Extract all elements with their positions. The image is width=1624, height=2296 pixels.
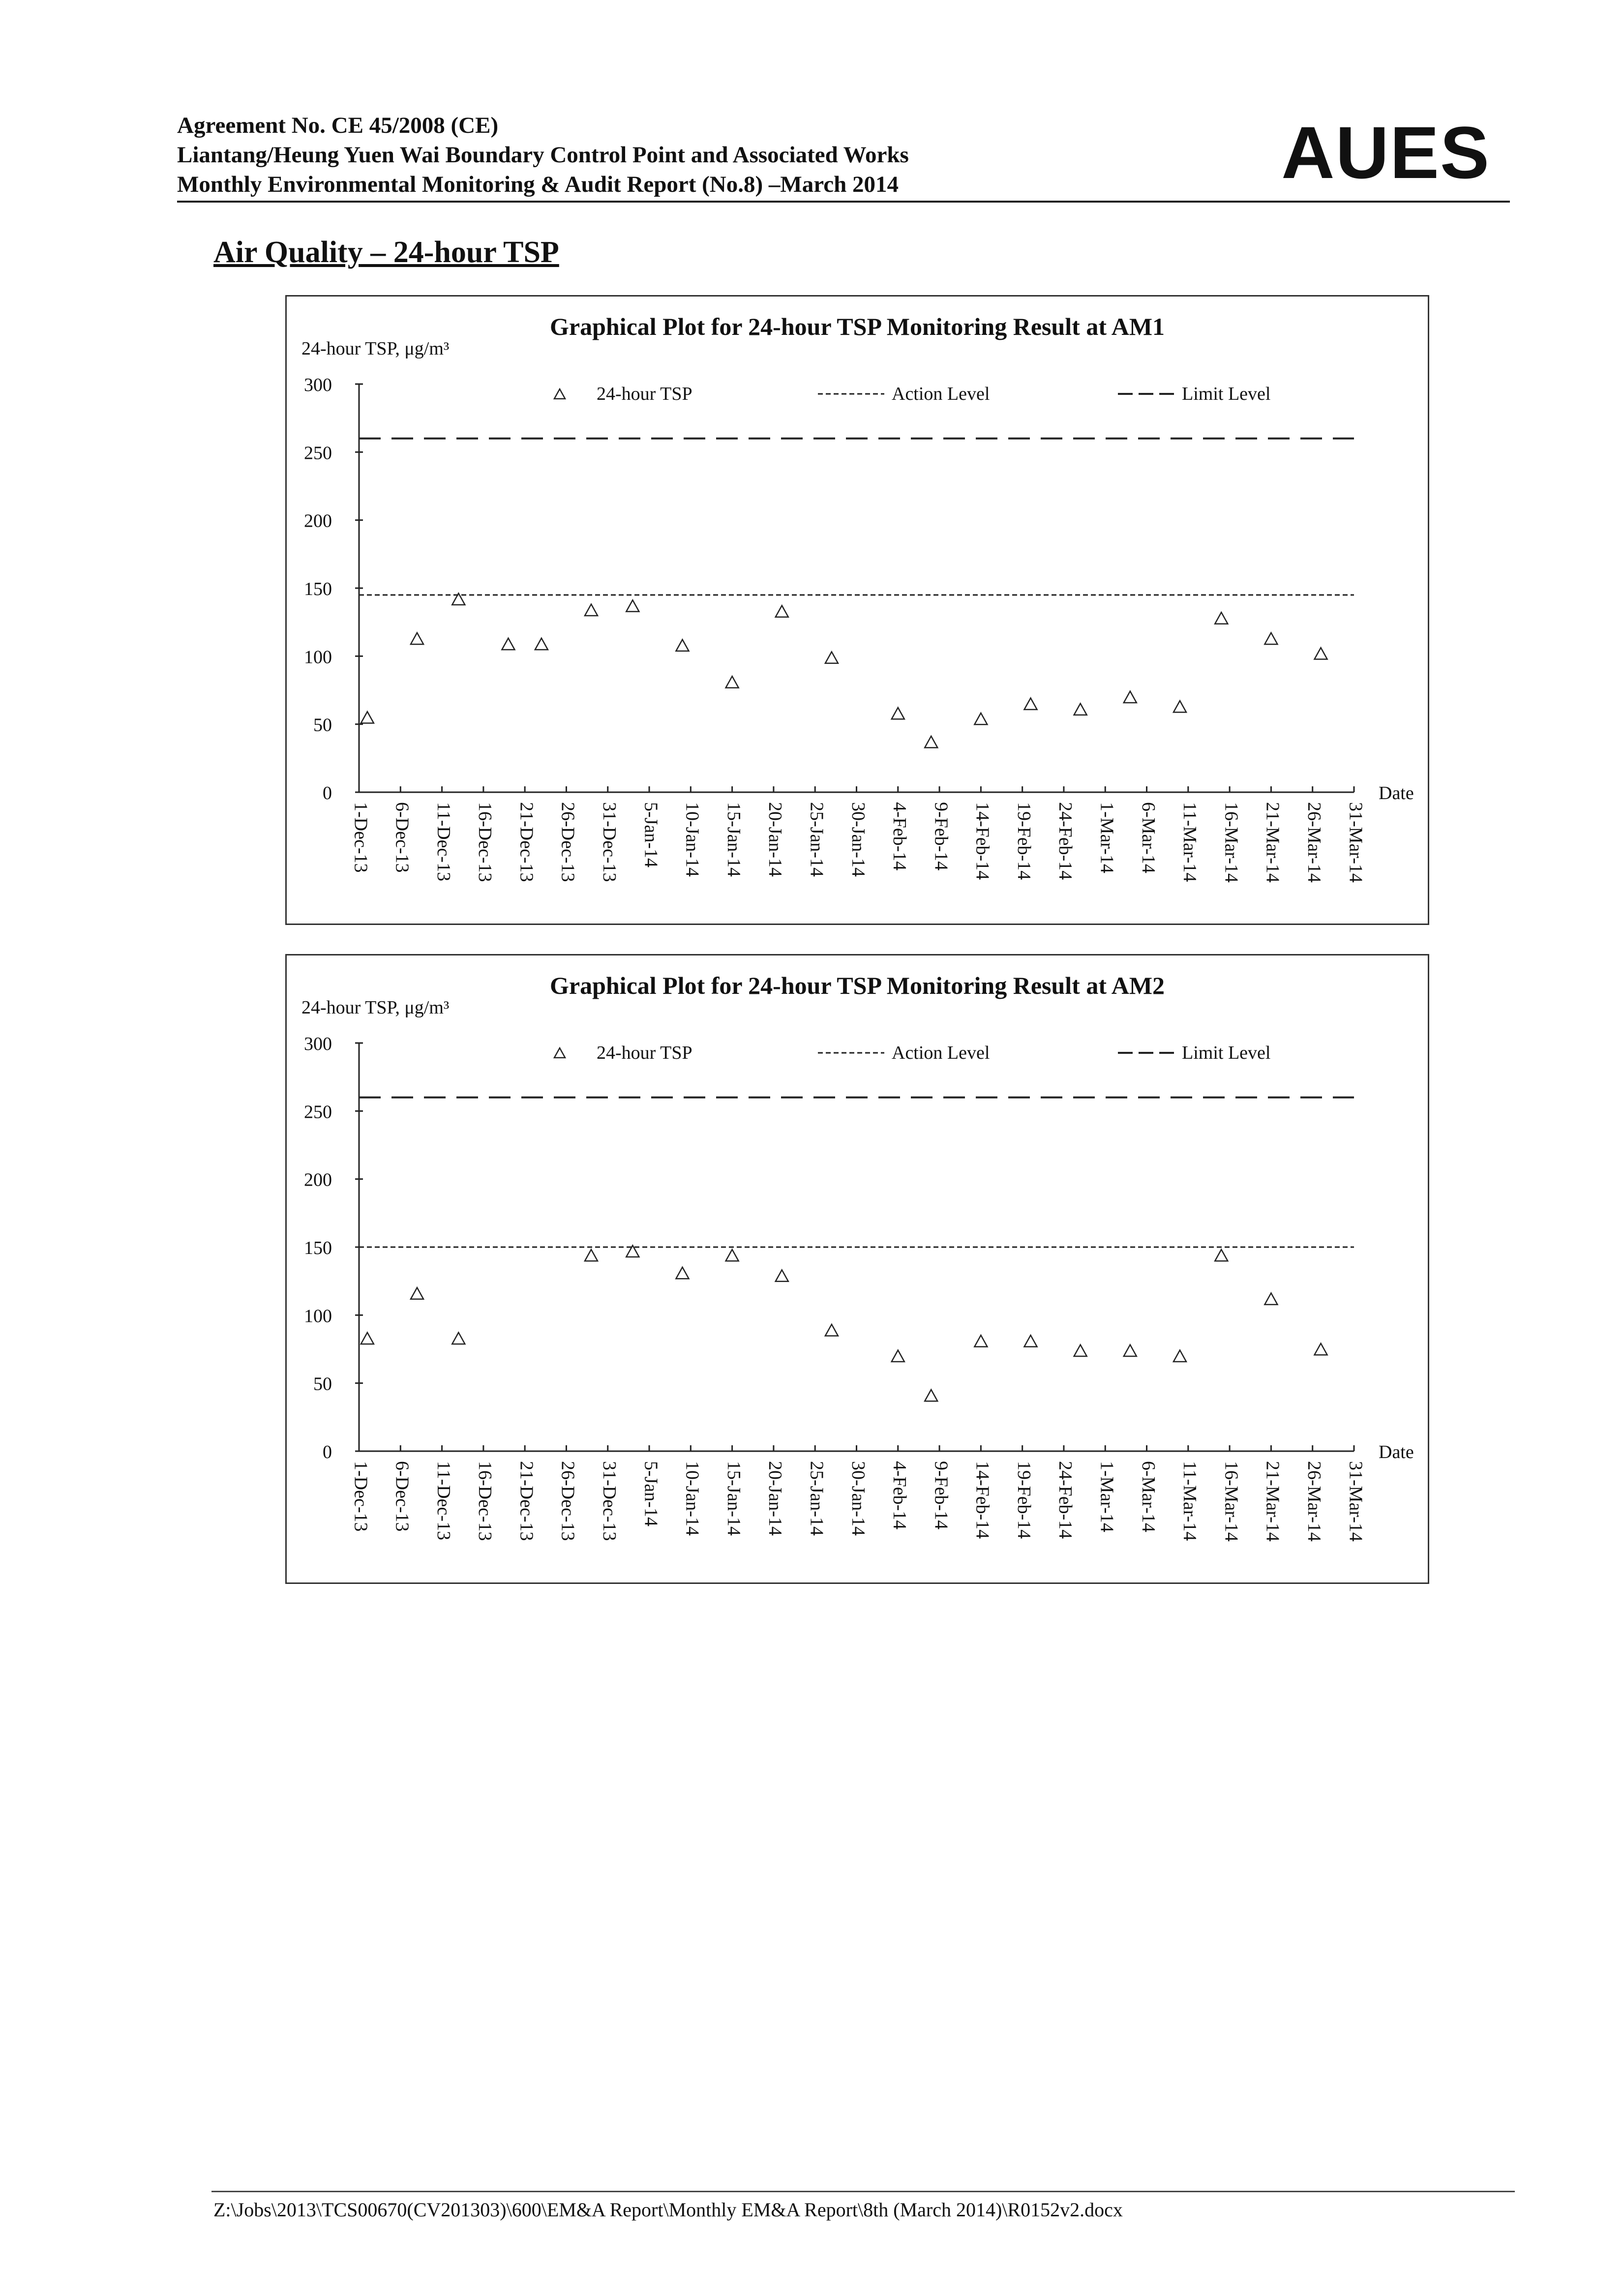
- data-point-triangle: [726, 676, 739, 687]
- x-tick-label: 1-Mar-14: [1096, 802, 1117, 873]
- y-tick-label: 0: [323, 1442, 332, 1462]
- data-point-triangle: [776, 1270, 788, 1281]
- data-point-triangle: [925, 736, 937, 747]
- x-tick-label: 16-Dec-13: [475, 1461, 496, 1541]
- x-tick-label: 6-Dec-13: [391, 802, 413, 873]
- data-point-triangle: [1124, 691, 1137, 703]
- chart-am1-svg: [287, 297, 1428, 924]
- x-tick-label: 26-Dec-13: [557, 1461, 578, 1541]
- x-tick-label: 1-Dec-13: [350, 802, 371, 873]
- data-point-triangle: [776, 605, 788, 617]
- chart-am2-svg: [287, 955, 1428, 1582]
- data-point-triangle: [974, 713, 987, 724]
- x-tick-label: 15-Jan-14: [723, 1461, 744, 1536]
- chart-title: Graphical Plot for 24-hour TSP Monitoring Result at AM2: [549, 972, 1165, 999]
- file-path-footer: Z:\Jobs\2013\TCS00670(CV201303)\600\EM&A Report\Monthly EM&A Report\8th (March 2014)\R0152v2.docx: [213, 2199, 1123, 2221]
- data-point-triangle: [974, 1335, 987, 1346]
- x-tick-label: 30-Jan-14: [847, 1461, 869, 1536]
- data-point-triangle: [361, 712, 374, 723]
- x-tick-label: 26-Mar-14: [1303, 802, 1324, 883]
- x-tick-label: 6-Dec-13: [391, 1461, 413, 1532]
- data-point-triangle: [1074, 1345, 1087, 1356]
- x-tick-label: 20-Jan-14: [765, 1461, 786, 1536]
- x-tick-label: 1-Dec-13: [350, 1461, 371, 1532]
- data-point-triangle: [1173, 701, 1186, 712]
- x-tick-label: 11-Mar-14: [1179, 1461, 1201, 1541]
- x-tick-label: 5-Jan-14: [640, 1461, 662, 1526]
- x-tick-label: 14-Feb-14: [972, 802, 993, 880]
- x-tick-label: 16-Mar-14: [1221, 1461, 1242, 1542]
- y-tick-label: 200: [304, 510, 332, 532]
- data-point-triangle: [1024, 1335, 1037, 1346]
- x-tick-label: 21-Mar-14: [1262, 802, 1283, 883]
- x-tick-label: 5-Jan-14: [640, 802, 662, 867]
- x-tick-label: 6-Mar-14: [1138, 802, 1159, 873]
- x-tick-label: 1-Mar-14: [1096, 1461, 1117, 1532]
- x-tick-label: 11-Dec-13: [433, 1461, 454, 1541]
- data-point-triangle: [502, 638, 514, 650]
- x-tick-label: 26-Mar-14: [1303, 1461, 1324, 1542]
- x-tick-label: 30-Jan-14: [847, 802, 869, 877]
- x-tick-label: 24-Feb-14: [1055, 802, 1076, 880]
- report-line: Monthly Environmental Monitoring & Audit Report (No.8) –March 2014: [177, 172, 899, 197]
- y-tick-label: 300: [304, 375, 332, 395]
- data-point-triangle: [825, 1324, 838, 1336]
- data-point-triangle: [726, 1250, 739, 1261]
- x-tick-label: 15-Jan-14: [723, 802, 744, 877]
- x-tick-label: 4-Feb-14: [889, 1461, 910, 1530]
- y-tick-label: 300: [304, 1034, 332, 1054]
- y-tick-label: 100: [304, 1306, 332, 1327]
- x-tick-label: 19-Feb-14: [1013, 1461, 1034, 1539]
- data-point-triangle: [1173, 1350, 1186, 1362]
- y-tick-label: 150: [304, 579, 332, 599]
- y-tick-label: 250: [304, 1102, 332, 1123]
- data-point-triangle: [411, 633, 423, 644]
- x-tick-label: 21-Mar-14: [1262, 1461, 1283, 1542]
- y-axis-label: 24-hour TSP, μg/m³: [301, 997, 450, 1018]
- data-point-triangle: [1264, 1293, 1277, 1304]
- x-tick-label: 16-Dec-13: [475, 802, 496, 882]
- data-point-triangle: [1215, 612, 1228, 624]
- x-tick-label: 11-Dec-13: [433, 802, 454, 882]
- x-tick-label: 25-Jan-14: [806, 1461, 827, 1536]
- x-axis-label: Date: [1379, 783, 1414, 804]
- x-tick-label: 31-Mar-14: [1345, 1461, 1366, 1542]
- x-tick-label: 4-Feb-14: [889, 802, 910, 871]
- data-point-triangle: [585, 604, 598, 616]
- x-tick-label: 31-Mar-14: [1345, 802, 1366, 883]
- data-point-triangle: [892, 708, 904, 719]
- y-tick-label: 150: [304, 1238, 332, 1258]
- data-point-triangle: [1315, 648, 1327, 659]
- chart-am2: [285, 954, 1429, 1584]
- legend-label-action: Action Level: [892, 384, 990, 404]
- data-point-triangle: [1024, 698, 1037, 709]
- legend-label-limit: Limit Level: [1182, 384, 1271, 404]
- y-tick-label: 0: [323, 783, 332, 804]
- x-tick-label: 20-Jan-14: [765, 802, 786, 877]
- data-point-triangle: [925, 1390, 937, 1401]
- data-point-triangle: [535, 638, 548, 650]
- x-tick-label: 31-Dec-13: [599, 1461, 620, 1541]
- data-point-triangle: [1124, 1345, 1137, 1356]
- data-point-triangle: [585, 1250, 598, 1261]
- data-point-triangle: [676, 1267, 689, 1279]
- data-point-triangle: [452, 1333, 465, 1344]
- chart-am1: [285, 295, 1429, 925]
- x-tick-label: 26-Dec-13: [557, 802, 578, 882]
- company-logo: AUES: [1281, 111, 1490, 194]
- y-tick-label: 50: [313, 715, 332, 736]
- legend-label-limit: Limit Level: [1182, 1043, 1271, 1063]
- header-rule: [177, 201, 1510, 203]
- y-axis-label: 24-hour TSP, μg/m³: [301, 338, 450, 359]
- y-tick-label: 100: [304, 647, 332, 668]
- legend-marker-tsp: [554, 1048, 565, 1058]
- x-tick-label: 9-Feb-14: [931, 802, 952, 871]
- x-tick-label: 10-Jan-14: [682, 802, 703, 877]
- data-point-triangle: [892, 1350, 904, 1362]
- data-point-triangle: [361, 1333, 374, 1344]
- x-tick-label: 21-Dec-13: [516, 802, 537, 882]
- legend-label-tsp: 24-hour TSP: [597, 384, 692, 404]
- x-tick-label: 31-Dec-13: [599, 802, 620, 882]
- data-point-triangle: [1264, 633, 1277, 644]
- agreement-line: Agreement No. CE 45/2008 (CE): [177, 113, 499, 138]
- y-tick-label: 50: [313, 1373, 332, 1395]
- legend-marker-tsp: [554, 389, 565, 399]
- report-header: [177, 111, 1510, 199]
- data-point-triangle: [1215, 1250, 1228, 1261]
- x-axis-label: Date: [1379, 1442, 1414, 1462]
- chart-title: Graphical Plot for 24-hour TSP Monitoring Result at AM1: [549, 313, 1165, 340]
- x-tick-label: 24-Feb-14: [1055, 1461, 1076, 1539]
- x-tick-label: 16-Mar-14: [1221, 802, 1242, 883]
- x-tick-label: 11-Mar-14: [1179, 802, 1201, 882]
- legend-label-tsp: 24-hour TSP: [597, 1043, 692, 1063]
- x-tick-label: 9-Feb-14: [931, 1461, 952, 1530]
- y-tick-label: 200: [304, 1169, 332, 1191]
- project-line: Liantang/Heung Yuen Wai Boundary Control Point and Associated Works: [177, 142, 909, 168]
- x-tick-label: 14-Feb-14: [972, 1461, 993, 1539]
- x-tick-label: 21-Dec-13: [516, 1461, 537, 1541]
- y-tick-label: 250: [304, 443, 332, 464]
- data-point-triangle: [411, 1287, 423, 1299]
- x-tick-label: 10-Jan-14: [682, 1461, 703, 1536]
- data-point-triangle: [1315, 1343, 1327, 1355]
- x-tick-label: 6-Mar-14: [1138, 1461, 1159, 1532]
- legend-label-action: Action Level: [892, 1043, 990, 1063]
- data-point-triangle: [1074, 704, 1087, 715]
- footer-rule: [211, 2191, 1515, 2192]
- section-title: Air Quality – 24-hour TSP: [213, 236, 559, 269]
- data-point-triangle: [825, 652, 838, 663]
- x-tick-label: 25-Jan-14: [806, 802, 827, 877]
- data-point-triangle: [626, 600, 639, 611]
- x-tick-label: 19-Feb-14: [1013, 802, 1034, 880]
- data-point-triangle: [676, 640, 689, 651]
